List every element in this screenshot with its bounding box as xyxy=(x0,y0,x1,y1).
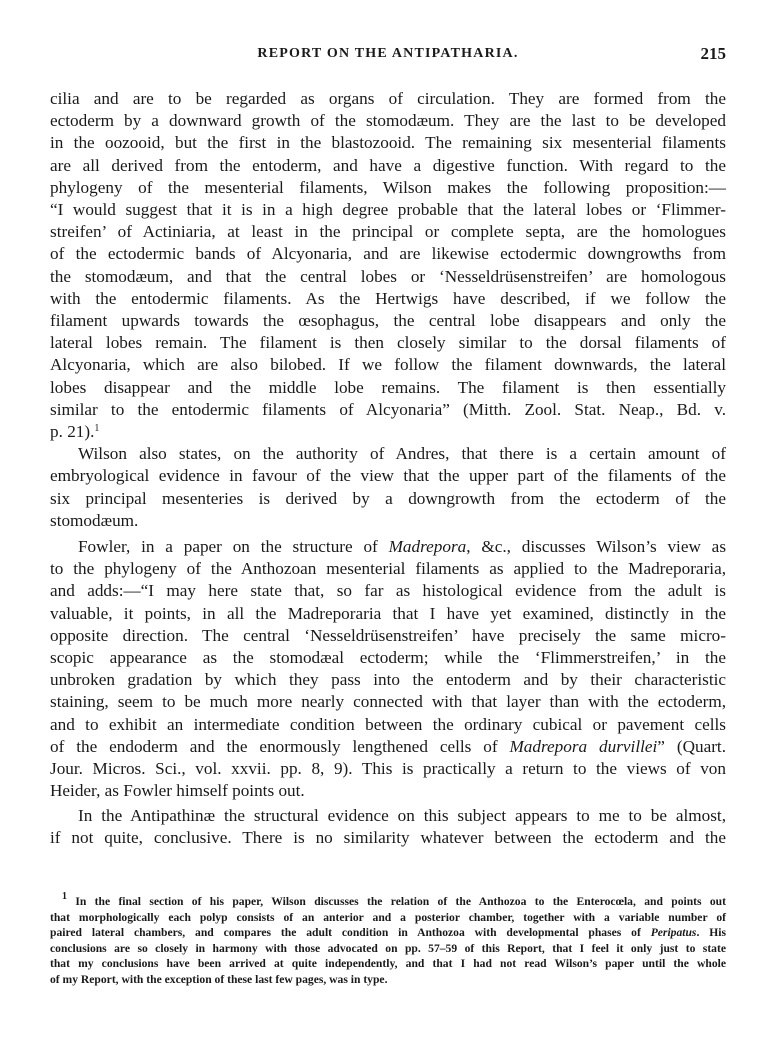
footnote-line: that morphologically each polyp consists of an anterior and a posterior chamber, together with a variable number of xyxy=(50,910,726,924)
text-line: filament upwards towards the œsophagus, the central lobe disappears and only the xyxy=(50,311,726,331)
text-line: embryological evidence in favour of the view that the upper part of the filaments of the xyxy=(50,466,726,486)
text-line xyxy=(50,421,726,443)
text-line: stomodæum. xyxy=(50,510,139,530)
paragraph-3 xyxy=(50,536,726,802)
text-line: are all derived from the entoderm, and have a digestive function. With regard to the xyxy=(50,155,726,175)
text-line: with the entodermic filaments. As the Hertwigs have described, if we follow the xyxy=(50,288,726,308)
text-line: Alcyonaria, which are also bilobed. If we follow the filament downwards, the lateral xyxy=(50,355,726,375)
text-line: ectoderm by a downward growth of the stomodæum. They are the last to be developed xyxy=(50,111,726,131)
text-line xyxy=(50,736,726,758)
paragraph-2 xyxy=(50,443,726,532)
text-fragment: In the final section of his paper, Wilson discusses the relation of the Anthozoa to the Enterocœla, and points out xyxy=(75,895,726,908)
text-fragment: p. 21). xyxy=(50,422,95,442)
footnote-line xyxy=(50,891,726,910)
text-line: “I would suggest that it is in a high degree probable that the lateral lobes or ‘Flimmer- xyxy=(50,200,726,220)
footnote-line: conclusions are so closely in harmony with those advocated on pp. 57–59 of this Report, that I feel it only just to state xyxy=(50,941,726,955)
text-fragment: ” (Quart. xyxy=(657,736,726,756)
text-line: similar to the entodermic filaments of Alcyonaria” (Mitth. Zool. Stat. Neap., Bd. v. xyxy=(50,399,726,419)
text-line: cilia and are to be regarded as organs of circulation. They are formed from the xyxy=(50,89,726,108)
footnote-reference: 1 xyxy=(94,423,100,435)
text-line: if not quite, conclusive. There is no similarity whatever between the ectoderm and the xyxy=(50,827,726,847)
running-head: REPORT ON THE ANTIPATHARIA. xyxy=(257,46,519,61)
text-line: phylogeny of the mesenterial filaments, Wilson makes the following proposition:— xyxy=(50,177,726,197)
text-line: and adds:—“I may here state that, so far as histological evidence from the adult is xyxy=(50,581,726,601)
footnote-line xyxy=(50,925,726,941)
text-line: lateral lobes remain. The filament is then closely similar to the dorsal filaments of xyxy=(50,333,726,353)
text-line: Wilson also states, on the authority of Andres, that there is a certain amount of xyxy=(78,444,726,464)
text-fragment: of the endoderm and the enormously lengthened cells of xyxy=(50,736,510,756)
footnote-line: of my Report, with the exception of these last few pages, was in type. xyxy=(50,972,388,986)
text-fragment: Fowler, in a paper on the structure of xyxy=(78,537,389,557)
footnote xyxy=(50,891,726,988)
paragraph-4 xyxy=(50,805,726,849)
footnote-line: that my conclusions have been arrived at quite independently, and that I had not read Wilson’s paper until the whole xyxy=(50,957,726,971)
text-line: scopic appearance as the stomodæal ectoderm; while the ‘Flimmerstreifen,’ in the xyxy=(50,648,726,668)
text-line: of the ectodermic bands of Alcyonaria, and are likewise ectodermic downgrowths from xyxy=(50,244,726,264)
main-text xyxy=(50,88,726,849)
text-line: valuable, it points, in all the Madreporaria that I have yet examined, distinctly in the xyxy=(50,603,726,623)
text-line: six principal mesenteries is derived by a downgrowth from the ectoderm of the xyxy=(50,488,726,508)
footnote-marker: 1 xyxy=(62,891,67,902)
text-line: Jour. Micros. Sci., vol. xxvii. pp. 8, 9). This is practically a return to the views of von xyxy=(50,759,726,779)
page-number: 215 xyxy=(700,44,726,63)
text-line: In the Antipathinæ the structural evidence on this subject appears to me to be almost, xyxy=(78,805,726,825)
text-line: staining, seem to be much more nearly connected with that layer than with the ectoderm, xyxy=(50,692,726,712)
page-header xyxy=(50,46,726,70)
text-fragment: paired lateral chambers, and compares the adult condition in Anthozoa with developmental phases of xyxy=(50,926,651,940)
text-fragment: , &c., discusses Wilson’s view as xyxy=(466,537,727,557)
text-fragment: . His xyxy=(696,926,726,940)
text-line: streifen’ of Actiniaria, at least in the principal or complete septa, are the homologues xyxy=(50,222,726,242)
text-line: Heider, as Fowler himself points out. xyxy=(50,781,305,801)
text-line: unbroken gradation by which they pass into the entoderm and by their characteristic xyxy=(50,670,726,690)
text-line: the stomodæum, and that the central lobes or ‘Nesseldrüsenstreifen’ are homologous xyxy=(50,266,726,286)
italic-taxon: Madrepora durvillei xyxy=(509,736,658,756)
text-line: in the oozooid, but the first in the blastozooid. The remaining six mesenterial filaments xyxy=(50,133,726,153)
paragraph-1 xyxy=(50,88,726,443)
italic-taxon: Madrepora xyxy=(388,537,467,557)
italic-taxon: Peripatus xyxy=(650,926,697,940)
text-line xyxy=(50,536,726,558)
text-line: and to exhibit an intermediate condition between the ordinary cubical or pavement cells xyxy=(50,714,726,734)
text-line: opposite direction. The central ‘Nesseldrüsenstreifen’ have precisely the same micro- xyxy=(50,625,726,645)
text-line: to the phylogeny of the Anthozoan mesenterial filaments as applied to the Madreporaria, xyxy=(50,559,726,579)
text-line: lobes disappear and the middle lobe remains. The filament is then essentially xyxy=(50,377,726,397)
